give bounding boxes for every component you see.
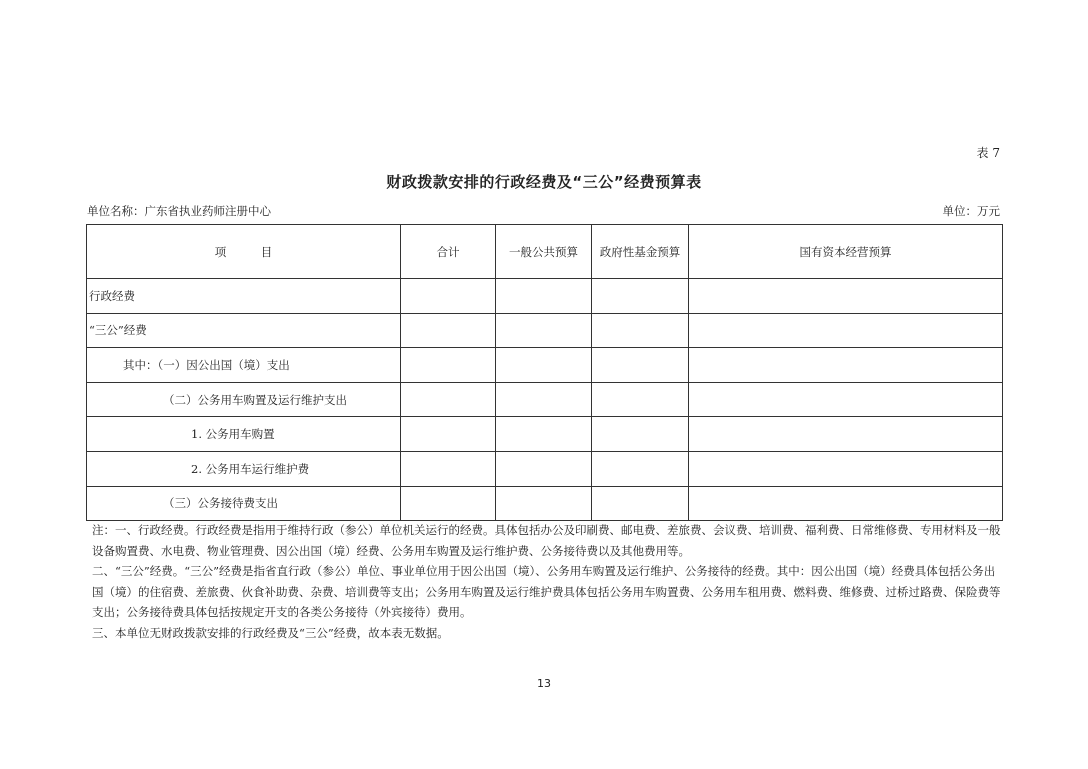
header-government-fund-budget: 政府性基金预算 — [592, 225, 689, 279]
row-label: （三）公务接待费支出 — [87, 486, 401, 521]
table-row — [87, 451, 1003, 486]
cell-state-capital-budget — [689, 486, 1003, 521]
cell-state-capital-budget — [689, 279, 1003, 314]
note-paragraph: 三、本单位无财政拨款安排的行政经费及“三公”经费，故本表无数据。 — [92, 625, 449, 640]
header-state-capital-budget: 国有资本经营预算 — [689, 225, 1003, 279]
cell-government-fund-budget — [592, 451, 689, 486]
table-row — [87, 279, 1003, 314]
table-row — [87, 313, 1003, 348]
note-paragraph: 注：一、行政经费。行政经费是指用于维持行政（参公）单位机关运行的经费。具体包括办公及印刷费、邮电费、差旅费、会议费、培训费、福利费、日常维修费、专用材料及一般设备购置费、水电费、物业管理费、因公出国（境）经费、公务用车购置及运行维护费、公务接待费以及其他费用等。 — [92, 523, 1001, 558]
table-number: 表 7 — [976, 146, 1000, 160]
row-label: 1. 公务用车购置 — [87, 417, 401, 452]
cell-general-public-budget — [496, 486, 592, 521]
cell-state-capital-budget — [689, 313, 1003, 348]
cell-government-fund-budget — [592, 382, 689, 417]
row-label: 其中：（一）因公出国（境）支出 — [87, 348, 401, 383]
cell-state-capital-budget — [689, 348, 1003, 383]
page-number: 13 — [537, 677, 551, 690]
note-paragraph: 二、“三公”经费。“三公”经费是指省直行政（参公）单位、事业单位用于因公出国（境）、公务用车购置及运行维护、公务接待的经费。其中：因公出国（境）经费具体包括公务出国（境）的住宿费、差旅费、伙食补助费、杂费、培训费等支出；公务用车购置及运行维护费具体包括公务用车购置费、公务用车租用费、燃料费、维修费、过桥过路费、保险费等支出；公务接待费具体包括按规定开支的各类公务接待（外宾接待）费用。 — [92, 564, 1001, 619]
cell-general-public-budget — [496, 279, 592, 314]
header-total: 合计 — [401, 225, 496, 279]
cell-government-fund-budget — [592, 348, 689, 383]
row-label: 2. 公务用车运行维护费 — [87, 451, 401, 486]
cell-general-public-budget — [496, 313, 592, 348]
cell-state-capital-budget — [689, 417, 1003, 452]
header-item: 项 目 — [87, 225, 401, 279]
cell-government-fund-budget — [592, 486, 689, 521]
table-row — [87, 348, 1003, 383]
cell-state-capital-budget — [689, 451, 1003, 486]
cell-total — [401, 417, 496, 452]
unit-label: 单位：万元 — [942, 204, 1000, 218]
cell-total — [401, 486, 496, 521]
budget-table — [86, 224, 1003, 521]
cell-general-public-budget — [496, 451, 592, 486]
cell-government-fund-budget — [592, 279, 689, 314]
row-label: “三公”经费 — [87, 313, 401, 348]
header-general-public-budget: 一般公共预算 — [496, 225, 592, 279]
row-label: （二）公务用车购置及运行维护支出 — [87, 382, 401, 417]
cell-total — [401, 279, 496, 314]
cell-state-capital-budget — [689, 382, 1003, 417]
cell-general-public-budget — [496, 348, 592, 383]
unit-name: 单位名称：广东省执业药师注册中心 — [87, 204, 271, 218]
cell-government-fund-budget — [592, 313, 689, 348]
notes — [92, 520, 1002, 643]
table-row — [87, 417, 1003, 452]
row-label: 行政经费 — [87, 279, 401, 314]
cell-general-public-budget — [496, 382, 592, 417]
document-title: 财政拨款安排的行政经费及“三公”经费预算表 — [386, 173, 702, 191]
cell-total — [401, 451, 496, 486]
cell-general-public-budget — [496, 417, 592, 452]
cell-total — [401, 313, 496, 348]
header-row — [87, 225, 1003, 279]
cell-total — [401, 382, 496, 417]
table-row — [87, 382, 1003, 417]
cell-government-fund-budget — [592, 417, 689, 452]
table-row — [87, 486, 1003, 521]
cell-total — [401, 348, 496, 383]
